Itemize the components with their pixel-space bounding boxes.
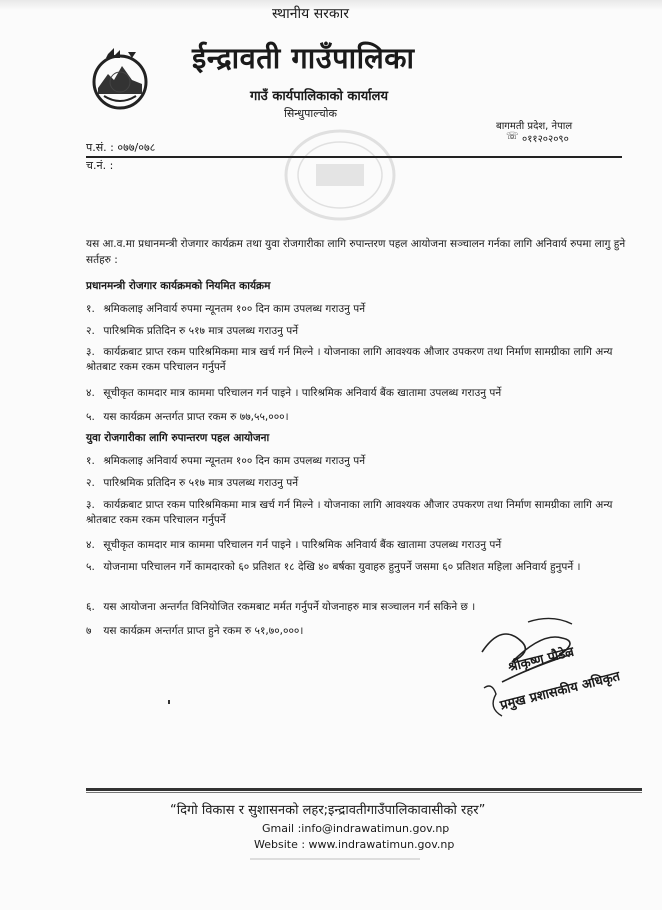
list-item — [86, 560, 622, 575]
footer-divider — [86, 788, 642, 791]
item-text: सूचीकृत कामदार मात्र काममा परिचालन गर्न पाइने । पारिश्रमिक अनिवार्य बैंक खातामा उपलब्ध गराउनु पर्ने — [103, 539, 502, 551]
item-text: श्रमिकलाइ अनिवार्य रुपमा न्यूनतम १०० दिन काम उपलब्ध गराउनु पर्ने — [103, 303, 366, 315]
footer-motto: “दिगो विकास र सुशासनको लहर;इन्द्रावतीगाउँपालिकावासीको रहर” — [170, 803, 486, 818]
office-stamp-icon — [282, 126, 398, 224]
item-number: ५. — [86, 411, 95, 423]
ink-mark — [168, 700, 170, 704]
item-text: सूचीकृत कामदार मात्र काममा परिचालन गर्न पाइने । पारिश्रमिक अनिवार्य बैंक खातामा उपलब्ध गराउनु पर्ने — [103, 387, 502, 399]
scan-artifact — [250, 858, 420, 860]
officer-title: प्रमुख प्रशासकीय अधिकृत — [498, 669, 622, 714]
item-number: ६. — [86, 601, 95, 613]
reference-number: प.सं. : ०७७/०७८ — [86, 141, 156, 154]
item-number: ३. — [86, 346, 95, 358]
item-text: यस आयोजना अन्तर्गत विनियोजित रकमबाट मर्मत गर्नुपर्ने योजनाहरु मात्र सञ्चालन गर्न सकिने छ । — [103, 601, 476, 613]
list-item — [86, 498, 622, 528]
list-item — [86, 454, 622, 469]
item-number: १. — [86, 303, 95, 315]
local-government-label: स्थानीय सरकार — [272, 6, 349, 22]
list-item — [86, 410, 622, 425]
list-item — [86, 476, 622, 491]
item-text: योजनामा परिचालन गर्ने कामदारको ६० प्रतिशत १८ देखि ४० बर्षका युवाहरु हुनुपर्ने जसमा ६० प्रतिशत महिला अनिवार्य हुनुपर्ने । — [103, 561, 581, 573]
section2-heading: युवा रोजगारीका लागि रुपान्तरण पहल आयोजना — [86, 432, 270, 444]
item-text: पारिश्रमिक प्रतिदिन रु ५१७ मात्र उपलब्ध गराउनु पर्ने — [103, 477, 299, 489]
list-item — [86, 538, 622, 553]
list-item — [86, 302, 622, 317]
item-number: ४. — [86, 539, 95, 551]
signature-block — [462, 612, 632, 742]
officer-name: श्रीकृष्ण पौडेल — [506, 644, 576, 676]
item-text: कार्यक्रबाट प्राप्त रकम पारिश्रमिकमा मात्र खर्च गर्न मिल्ने । योजनाका लागि आवश्यक औजार उपकरण तथा निर्माण सामग्रीका लागि अन्य श्रोतबाट रकम रकम परिचालन गर्नुपर्ने — [86, 499, 613, 526]
office-name: गाउँ कार्यपालिकाको कार्यालय — [250, 89, 388, 104]
footer-website: Website : www.indrawatimun.gov.np — [254, 838, 455, 851]
item-text: यस कार्यक्रम अन्तर्गत प्राप्त हुने रकम रु ५१,७०,०००। — [103, 625, 304, 637]
item-text: यस कार्यक्रम अन्तर्गत प्राप्त रकम रु ७७,५५,०००। — [103, 411, 289, 423]
phone-number: ०११२०२०९० — [522, 134, 569, 145]
district-name: सिन्धुपाल्चोक — [284, 107, 337, 120]
nepal-emblem-logo-icon — [84, 44, 156, 116]
section1-heading: प्रधानमन्त्री रोजगार कार्यक्रमको नियमित कार्यक्रम — [86, 280, 271, 292]
item-number: ७ — [86, 625, 92, 637]
footer-email: Gmail :info@indrawatimun.gov.np — [262, 822, 450, 835]
province-label: बागमती प्रदेश, नेपाल — [496, 121, 573, 132]
intro-paragraph: यस आ.व.मा प्रधानमन्त्री रोजगार कार्यक्रम तथा युवा रोजगारीका लागि रुपान्तरण पहल आयोजना सञ्चालन गर्नका लागि अनिवार्य रुपमा लागु हुने सर्तहरु : — [86, 238, 626, 266]
dispatch-number: च.नं. : — [86, 159, 114, 172]
item-number: ३. — [86, 499, 95, 511]
item-number: ४. — [86, 387, 95, 399]
list-item — [86, 386, 622, 401]
phone-icon: ☏ — [506, 131, 519, 142]
item-number: २. — [86, 325, 95, 337]
municipality-title: ईन्द्रावती गाउँपालिका — [192, 41, 415, 75]
item-number: २. — [86, 477, 95, 489]
item-number: १. — [86, 455, 95, 467]
footer-divider-thin — [86, 792, 642, 793]
item-text: पारिश्रमिक प्रतिदिन रु ५१७ मात्र उपलब्ध गराउनु पर्ने — [103, 325, 299, 337]
item-text: कार्यक्रबाट प्राप्त रकम पारिश्रमिकमा मात्र खर्च गर्न मिल्ने । योजनाका लागि आवश्यक औजार उपकरण तथा निर्माण सामग्रीका लागि अन्य श्रोतबाट रकम रकम परिचालन गर्नुपर्ने — [86, 346, 613, 373]
list-item — [86, 324, 622, 339]
item-number: ५. — [86, 561, 95, 573]
list-item — [86, 345, 622, 375]
item-text: श्रमिकलाइ अनिवार्य रुपमा न्यूनतम १०० दिन काम उपलब्ध गराउनु पर्ने — [103, 455, 366, 467]
